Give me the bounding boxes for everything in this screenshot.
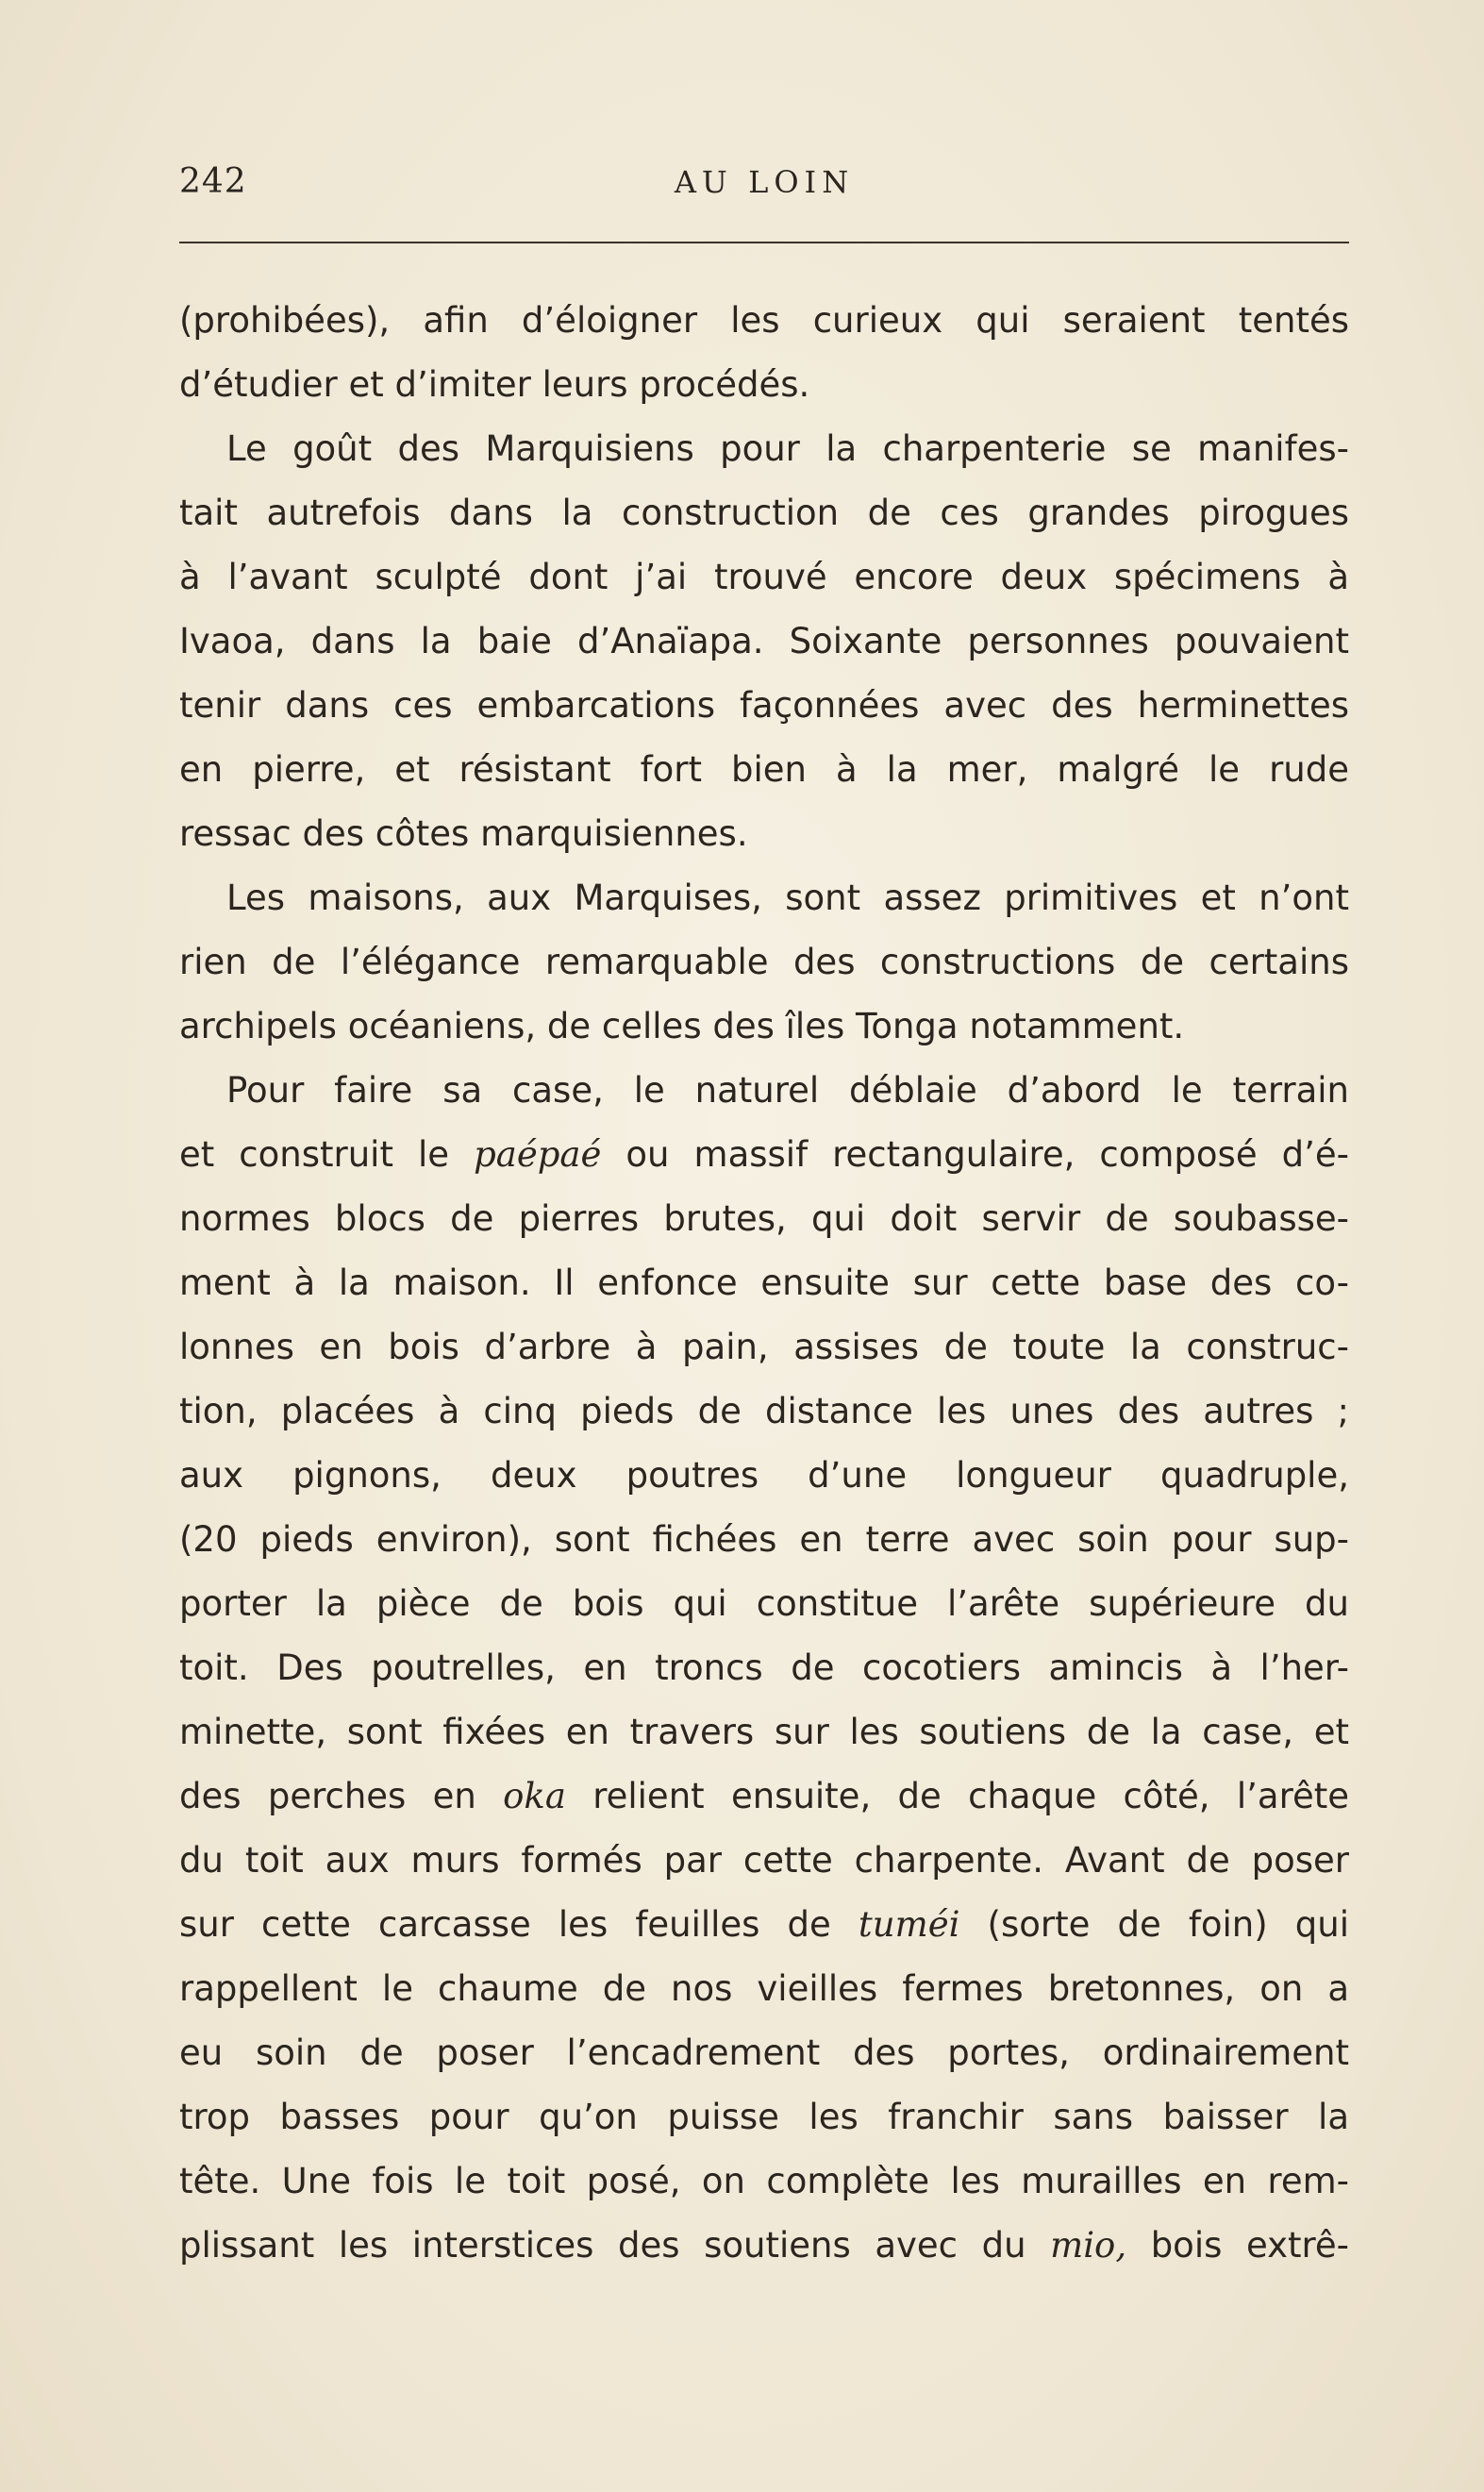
page-number: 242	[179, 162, 247, 201]
body-text	[179, 289, 1349, 2278]
text-run: bois extrê-	[1126, 2225, 1350, 2266]
text-line	[179, 1829, 1349, 1893]
italic-term: paépaé	[474, 1134, 602, 1175]
text-run: trop basses pour qu’on puisse les franchir sans baisser la	[179, 2097, 1349, 2137]
italic-term: mio,	[1050, 2225, 1127, 2266]
text-run: relient ensuite, de chaque côté, l’arête	[565, 1776, 1349, 1816]
italic-term: oka	[503, 1776, 566, 1816]
text-line	[179, 930, 1349, 995]
text-line	[179, 2214, 1349, 2278]
running-title: AU LOIN	[674, 164, 855, 200]
text-run: tion, placées à cinq pieds de distance les unes des autres ;	[179, 1391, 1349, 1431]
text-line	[179, 995, 1349, 1059]
text-line	[179, 1572, 1349, 1636]
text-line	[179, 802, 1349, 866]
text-line	[179, 1123, 1349, 1187]
text-run: minette, sont fixées en travers sur les soutiens de la case, et	[179, 1712, 1349, 1752]
text-run: des perches en	[179, 1776, 504, 1816]
text-run: tait autrefois dans la construction de ces grandes pirogues	[179, 493, 1349, 533]
text-line	[179, 1957, 1349, 2021]
italic-term: tuméi	[858, 1904, 960, 1945]
text-run: (20 pieds environ), sont fichées en terre avec soin pour sup-	[179, 1519, 1349, 1560]
text-run: Ivaoa, dans la baie d’Anaïapa. Soixante personnes pouvaient	[179, 621, 1349, 661]
text-line	[179, 1380, 1349, 1444]
header-rule	[179, 242, 1349, 243]
text-run: tête. Une fois le toit posé, on complète les murailles en rem-	[179, 2161, 1349, 2201]
text-run: lonnes en bois d’arbre à pain, assises de toute la construc-	[179, 1327, 1349, 1367]
text-line	[179, 1251, 1349, 1315]
text-line	[179, 2021, 1349, 2085]
text-line	[179, 289, 1349, 353]
text-line	[179, 1508, 1349, 1572]
text-line	[179, 866, 1349, 930]
text-line	[179, 2149, 1349, 2214]
text-run: toit. Des poutrelles, en troncs de cocotiers amincis à l’her-	[179, 1647, 1349, 1688]
text-run: Les maisons, aux Marquises, sont assez primitives et n’ont	[226, 878, 1349, 918]
text-run: archipels océaniens, de celles des îles Tonga notamment.	[179, 1006, 1185, 1046]
text-run: ment à la maison. Il enfonce ensuite sur cette base des co-	[179, 1263, 1349, 1303]
text-run: ressac des côtes marquisiennes.	[179, 813, 748, 854]
page-header	[179, 162, 1349, 209]
text-line	[179, 545, 1349, 610]
text-line	[179, 1893, 1349, 1957]
text-run: rien de l’élégance remarquable des constructions de certains	[179, 942, 1349, 982]
text-line	[179, 481, 1349, 545]
text-line	[179, 2085, 1349, 2149]
text-run: Pour faire sa case, le naturel déblaie d’abord le terrain	[226, 1070, 1349, 1111]
text-run: d’étudier et d’imiter leurs procédés.	[179, 364, 810, 405]
text-run: (sorte de foin) qui	[959, 1904, 1349, 1945]
text-line	[179, 674, 1349, 738]
text-run: eu soin de poser l’encadrement des portes, ordinairement	[179, 2032, 1349, 2073]
text-line	[179, 353, 1349, 417]
text-run: et construit le	[179, 1134, 475, 1175]
text-run: rappellent le chaume de nos vieilles fermes bretonnes, on a	[179, 1968, 1349, 2009]
text-run: en pierre, et résistant fort bien à la mer, malgré le rude	[179, 749, 1349, 790]
text-run: sur cette carcasse les feuilles de	[179, 1904, 859, 1945]
text-run: à l’avant sculpté dont j’ai trouvé encore deux spécimens à	[179, 557, 1349, 597]
text-run: (prohibées), afin d’éloigner les curieux qui seraient tentés	[179, 300, 1349, 341]
text-line	[179, 1700, 1349, 1764]
text-run: porter la pièce de bois qui constitue l’arête supérieure du	[179, 1583, 1349, 1624]
text-run: du toit aux murs formés par cette charpente. Avant de poser	[179, 1840, 1349, 1881]
text-line	[179, 1444, 1349, 1508]
text-line	[179, 738, 1349, 802]
text-run: normes blocs de pierres brutes, qui doit servir de soubasse-	[179, 1198, 1349, 1239]
text-line	[179, 1764, 1349, 1829]
text-line	[179, 417, 1349, 481]
text-run: aux pignons, deux poutres d’une longueur quadruple,	[179, 1455, 1349, 1496]
text-line	[179, 610, 1349, 674]
text-line	[179, 1315, 1349, 1380]
text-line	[179, 1187, 1349, 1251]
text-run: Le goût des Marquisiens pour la charpenterie se manifes-	[226, 428, 1349, 469]
text-run: plissant les interstices des soutiens avec du	[179, 2225, 1051, 2266]
text-run: tenir dans ces embarcations façonnées avec des herminettes	[179, 685, 1349, 726]
text-run: ou massif rectangulaire, composé d’é-	[601, 1134, 1349, 1175]
text-line	[179, 1059, 1349, 1123]
text-line	[179, 1636, 1349, 1700]
